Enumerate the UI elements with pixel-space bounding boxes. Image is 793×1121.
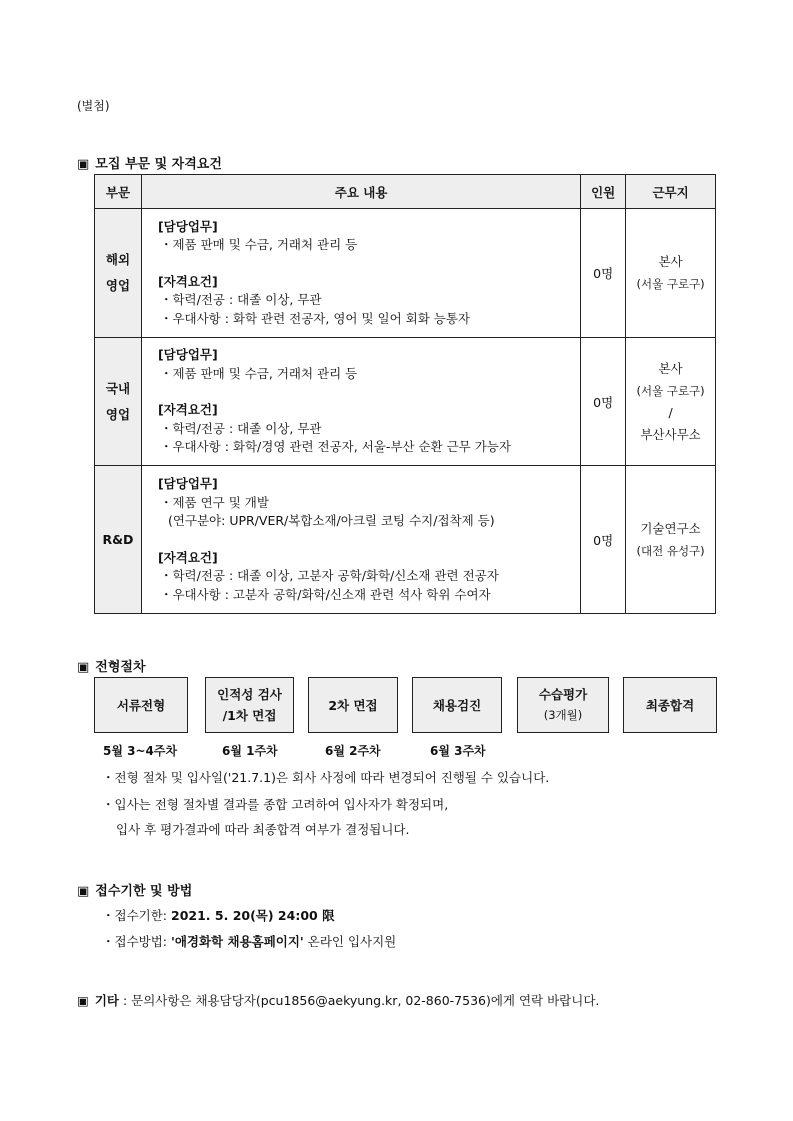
etc-title: 기타: [94, 993, 119, 1008]
location-cell: 본사 (서울 구로구) / 부산사무소: [626, 338, 716, 466]
table-row: [95, 209, 716, 338]
section-marker-icon: ▣: [77, 993, 89, 1008]
process-step-final: 최종합격: [623, 677, 717, 733]
header-content: 주요 내용: [141, 175, 580, 209]
deadline-date: ・접수기한: 2021. 5. 20(목) 24:00 限: [102, 908, 335, 923]
week-label: 6월 2주차: [325, 744, 381, 758]
recruitment-table: [94, 174, 716, 614]
table-row: [95, 466, 716, 614]
recruit-section-title: ▣ 모집 부문 및 자격요건: [77, 157, 222, 172]
dept-cell: R&D: [95, 466, 142, 614]
content-cell: [담당업무] ・제품 판매 및 수금, 거래처 관리 등 [자격요건] ・학력/전공 : 대졸 이상, 무관 ・우대사항 : 화학/경영 관련 전공자, 서울-부산 순환 근무 가능자: [141, 338, 580, 466]
section-marker-icon: ▣: [77, 157, 90, 172]
week-label: 6월 1주차: [222, 744, 278, 758]
process-step-document: 서류전형: [94, 677, 188, 733]
location-cell: 기술연구소 (대전 유성구): [626, 466, 716, 614]
week-label: 6월 3주차: [430, 744, 486, 758]
deadline-section-title: ▣ 접수기한 및 방법: [77, 884, 193, 899]
process-step-interview2: 2차 면접: [308, 677, 398, 733]
content-cell: [담당업무] ・제품 연구 및 개발 (연구분야: UPR/VER/복합소재/아크릴 코팅 수지/접착제 등) [자격요건] ・학력/전공 : 대졸 이상, 고분자 공학/화학/신소재 관련 전공자 ・우대사항 : 고분자 공학/화학/신소재 관련 석사 학위 수여자: [141, 466, 580, 614]
table-header-row: [95, 175, 716, 209]
etc-section: [77, 991, 599, 1009]
week-label: 5월 3~4주차: [103, 744, 178, 758]
header-location: 근무지: [626, 175, 716, 209]
count-cell: 0명: [581, 209, 626, 338]
table-row: [95, 338, 716, 466]
process-note: 입사 후 평가결과에 따라 최종합격 여부가 결정됩니다.: [116, 822, 410, 837]
process-step-medical: 채용검진: [412, 677, 502, 733]
content-cell: [담당업무] ・제품 판매 및 수금, 거래처 관리 등 [자격요건] ・학력/전공 : 대졸 이상, 무관 ・우대사항 : 화학 관련 전공자, 영어 및 일어 회화 능통자: [141, 209, 580, 338]
process-step-probation: 수습평가 (3개월): [517, 677, 609, 733]
section-marker-icon: ▣: [77, 884, 90, 899]
dept-cell: 해외 영업: [95, 209, 142, 338]
location-cell: 본사 (서울 구로구): [626, 209, 716, 338]
section-marker-icon: ▣: [77, 660, 90, 675]
process-note: ・입사는 전형 절차별 결과를 종합 고려하여 입사자가 확정되며,: [102, 797, 449, 812]
etc-text: : 문의사항은 채용담당자(pcu1856@aekyung.kr, 02-860-7536)에게 연락 바랍니다.: [118, 993, 600, 1008]
header-dept: 부문: [95, 175, 142, 209]
process-note: ・전형 절차 및 입사일('21.7.1)은 회사 사정에 따라 변경되어 진행될 수 있습니다.: [102, 770, 550, 785]
process-section-title: ▣ 전형절차: [77, 660, 146, 675]
attachment-label: (별첨): [77, 99, 110, 113]
deadline-method: ・접수방법: '애경화학 채용홈페이지' 온라인 입사지원: [102, 934, 397, 949]
count-cell: 0명: [581, 466, 626, 614]
dept-cell: 국내 영업: [95, 338, 142, 466]
count-cell: 0명: [581, 338, 626, 466]
process-step-aptitude: 인적성 검사 /1차 면접: [205, 677, 294, 733]
header-count: 인원: [581, 175, 626, 209]
